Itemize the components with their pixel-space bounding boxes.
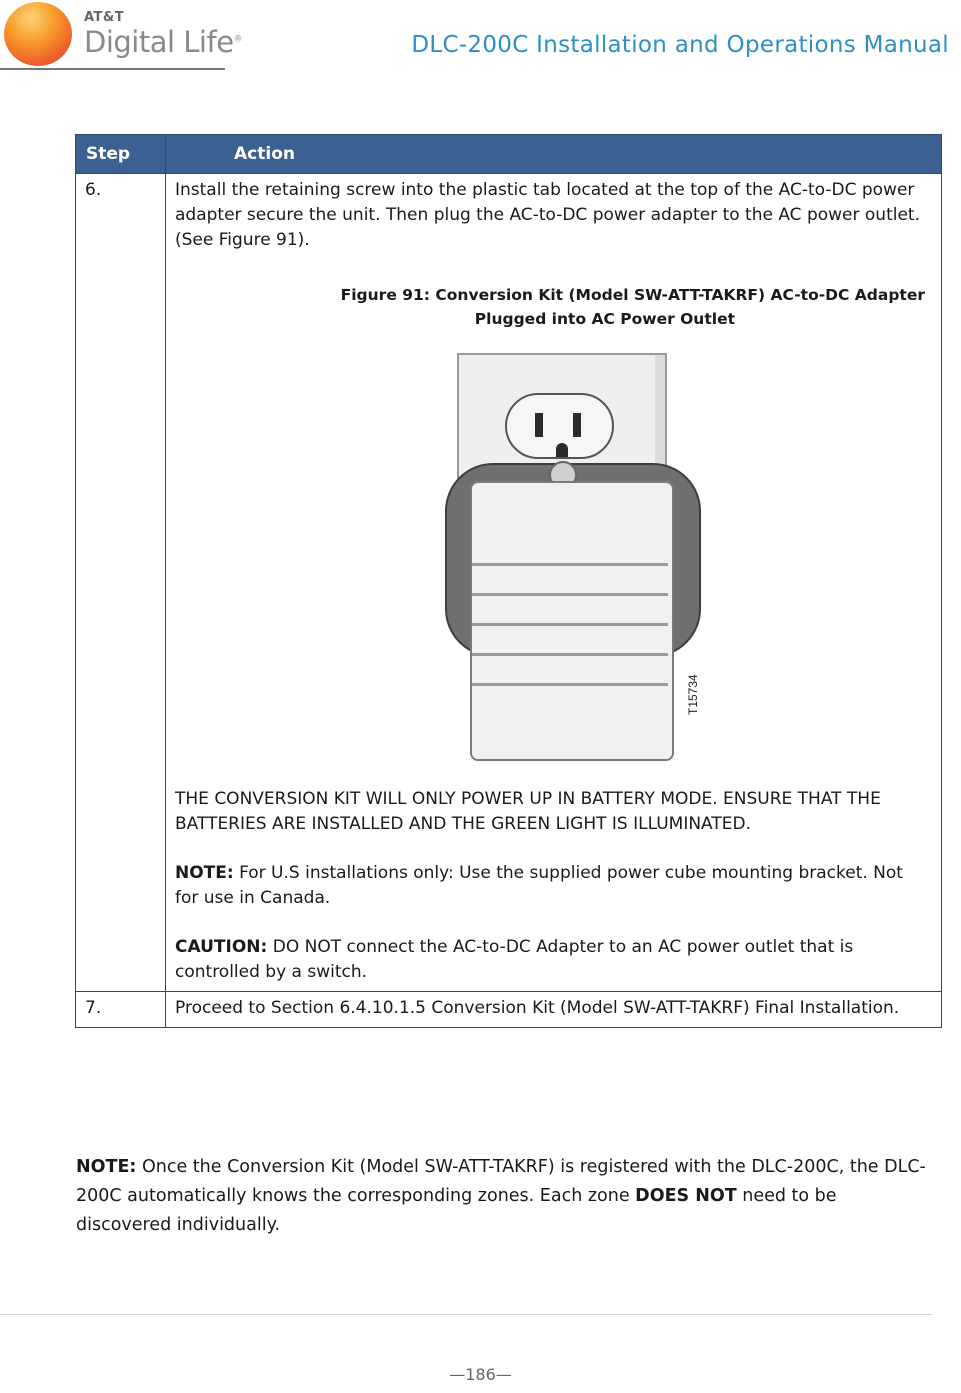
header-divider	[0, 68, 225, 70]
adapter-ridge	[472, 623, 668, 626]
manual-title: DLC-200C Installation and Operations Manual	[411, 32, 949, 58]
step-number: 6.	[76, 174, 166, 992]
adapter-outlet-figure	[445, 353, 745, 773]
adapter-ridge	[472, 683, 668, 686]
note-text: For U.S installations only: Use the supplied power cube mounting bracket. Not for use in Canada.	[175, 863, 903, 908]
figure-caption-line-1: Figure 91: Conversion Kit (Model SW-ATT-TAKRF) AC-to-DC Adapter	[340, 286, 925, 304]
step-action: Proceed to Section 6.4.10.1.5 Conversion Kit (Model SW-ATT-TAKRF) Final Installation.	[166, 992, 942, 1028]
bottom-note	[76, 1153, 936, 1240]
step-instruction: Install the retaining screw into the plastic tab located at the top of the AC-to-DC power adapter secure the unit. Then plug the AC-to-DC power adapter to the AC power outlet.(See Figure 91).	[175, 180, 920, 250]
table-row	[76, 174, 942, 992]
adapter-ridge	[472, 653, 668, 656]
brand-main: Digital Life	[84, 25, 234, 59]
outlet-slot	[573, 413, 581, 437]
ground-hole	[556, 443, 568, 457]
adapter-ridge	[472, 593, 668, 596]
step-number: 7.	[76, 992, 166, 1028]
power-adapter	[470, 481, 674, 761]
step-action	[166, 174, 942, 992]
bottom-note-emphasis: DOES NOT	[635, 1186, 737, 1206]
table-header-row	[76, 135, 942, 174]
bottom-note-text-2: need to be discovered individually.	[76, 1186, 837, 1235]
brand-wordmark	[84, 25, 242, 59]
figure-caption	[175, 283, 925, 331]
bottom-note-text-1: Once the Conversion Kit (Model SW-ATT-TAKRF) is registered with the DLC-200C, the DLC-200C automatically knows the corresponding zones. Each zone	[76, 1157, 926, 1206]
brand-mark: ®	[233, 34, 243, 45]
column-header-action: Action	[166, 135, 942, 174]
warning-text: THE CONVERSION KIT WILL ONLY POWER UP IN BATTERY MODE. ENSURE THAT THE BATTERIES ARE INSTALLED AND THE GREEN LIGHT IS ILLUMINATED.	[175, 789, 881, 834]
brand-small: AT&T	[84, 10, 125, 25]
note-paragraph	[175, 861, 931, 911]
column-header-step: Step	[76, 135, 166, 174]
caution-text: DO NOT connect the AC-to-DC Adapter to an AC power outlet that is controlled by a switch.	[175, 937, 854, 982]
page-header	[0, 0, 961, 72]
figure-caption-line-2: Plugged into AC Power Outlet	[474, 310, 735, 328]
adapter-ridge	[472, 563, 668, 566]
note-label: NOTE:	[175, 863, 234, 883]
att-globe-logo	[4, 2, 72, 66]
footer-divider	[0, 1314, 932, 1315]
figure-id: T15734	[686, 674, 700, 715]
outlet-slot	[535, 413, 543, 437]
caution-paragraph	[175, 935, 931, 985]
steps-table	[75, 134, 942, 1028]
table-row	[76, 992, 942, 1028]
page-number: —186—	[449, 1365, 512, 1384]
caution-label: CAUTION:	[175, 937, 268, 957]
bottom-note-label: NOTE:	[76, 1157, 137, 1177]
